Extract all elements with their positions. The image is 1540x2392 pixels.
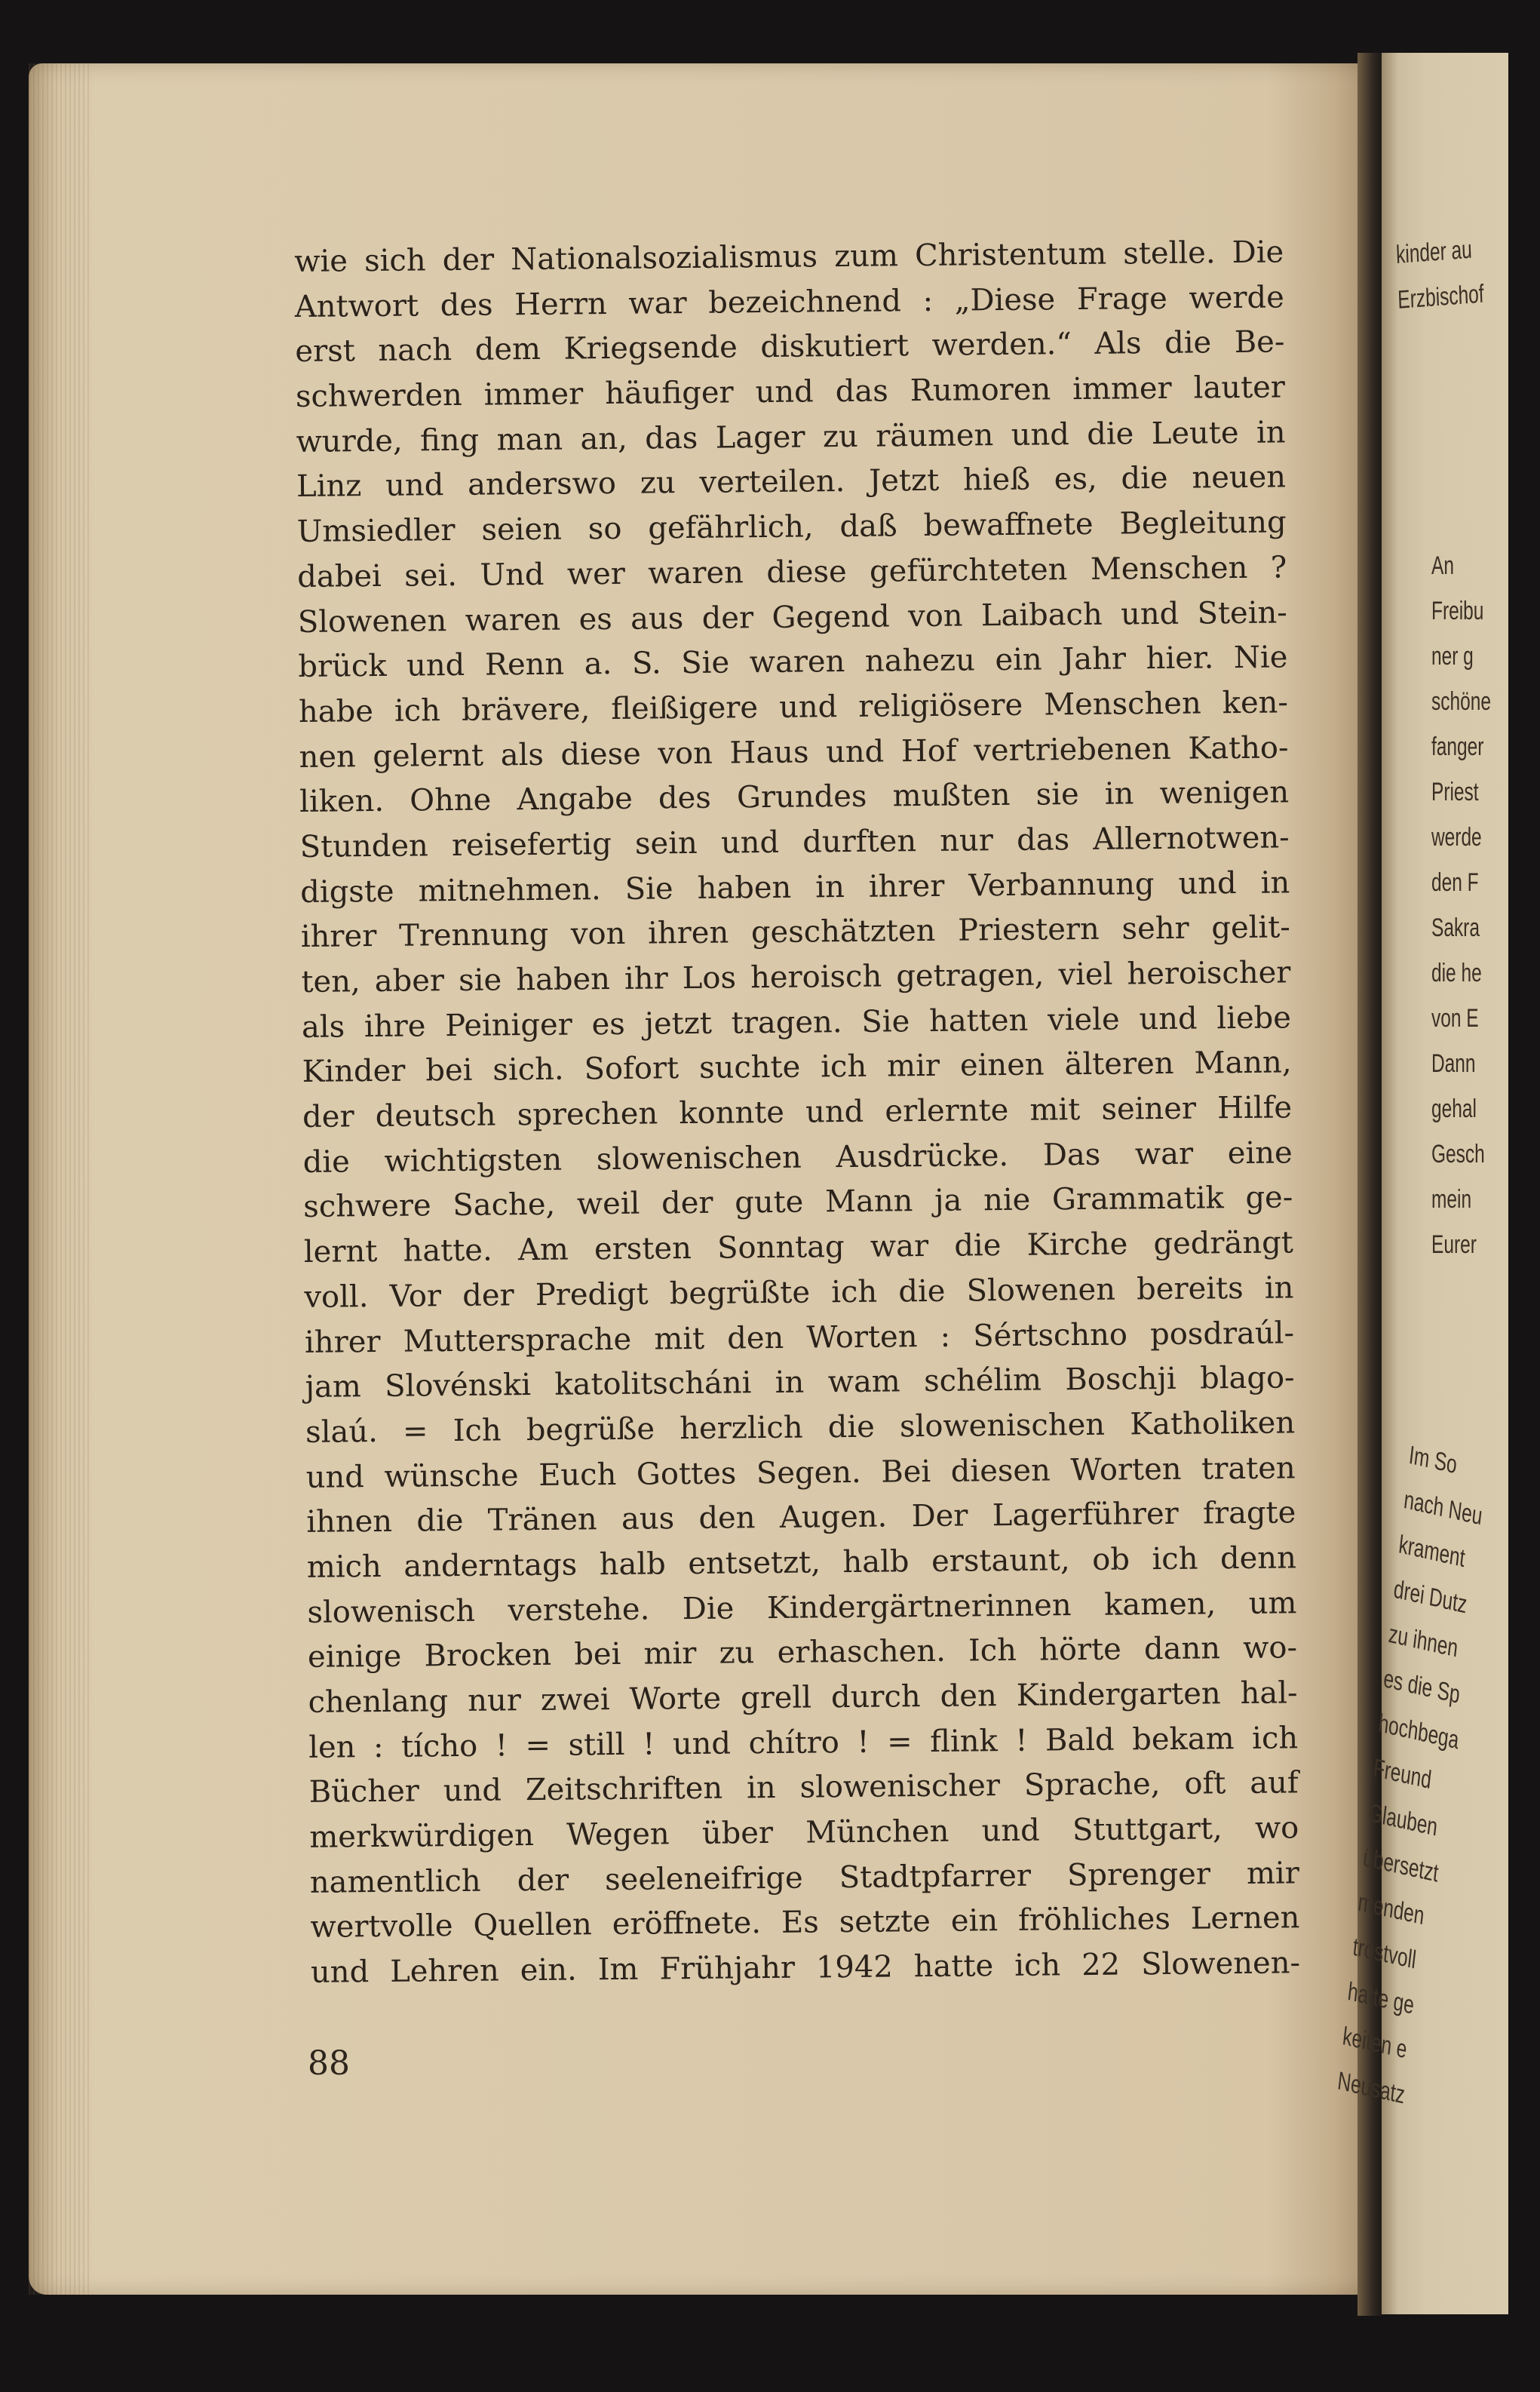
page-number: 88 (308, 2044, 350, 2083)
facing-line: Freibu (1431, 597, 1484, 625)
right-page (1336, 53, 1508, 2314)
facing-line: Dann (1431, 1049, 1476, 1078)
text-line: digste mitnehmen. Sie haben in ihrer Verbannung und in (300, 864, 1290, 910)
facing-line: Glauben (1367, 1798, 1439, 1842)
facing-line: die he (1431, 959, 1482, 987)
facing-line: Freund (1372, 1753, 1433, 1795)
text-line: Bücher und Zeitschriften in slowenischer Sprache, oft auf (308, 1765, 1299, 1810)
page-edge (29, 63, 89, 2295)
facing-page-top-text (1395, 225, 1507, 323)
facing-line: Sakra (1431, 914, 1480, 942)
text-line: Kinder bei sich. Sofort suchte ich mir einen älteren Mann, (302, 1045, 1292, 1090)
facing-line: hatte ge (1346, 1976, 1416, 2020)
text-line: ihrer Trennung von ihren geschätzten Priestern sehr gelit- (300, 910, 1291, 955)
facing-line: trostvoll (1351, 1932, 1418, 1975)
text-line: Stunden reisefertig sein und durften nur das Allernotwen- (299, 820, 1290, 864)
text-line: Linz und anderswo zu verteilen. Jetzt hieß es, die neuen (296, 459, 1287, 505)
text-line: wie sich der Nationalsozialismus zum Christentum stelle. Die (294, 235, 1284, 279)
facing-line: nach Neu (1402, 1485, 1484, 1531)
text-line: slaú. = Ich begrüße herzlich die slowenischen Katholiken (305, 1405, 1296, 1450)
text-line: ihrer Muttersprache mit den Worten : Sértschno posdraúl- (304, 1315, 1295, 1360)
text-line: brück und Renn a. S. Sie waren nahezu ein Jahr hier. Nie (298, 640, 1288, 685)
facing-line: werde (1431, 823, 1482, 852)
facing-line: den F (1431, 868, 1479, 897)
text-line: voll. Vor der Predigt begrüßte ich die Slowenen bereits in (304, 1270, 1294, 1315)
facing-line: mein (1431, 1185, 1472, 1214)
text-line: erst nach dem Kriegsende diskutiert werden.“ Als die Be- (295, 324, 1285, 370)
text-line: Antwort des Herrn war bezeichnend : „Diese Frage werde (294, 280, 1285, 324)
text-line: die wichtigsten slowenischen Ausdrücke. Das war eine (302, 1135, 1293, 1180)
text-line: merkwürdigen Wegen über München und Stuttgart, wo (309, 1810, 1299, 1855)
facing-line: krament (1397, 1530, 1467, 1574)
facing-line: kinder au (1395, 235, 1473, 269)
text-line: einige Brocken bei mir zu erhaschen. Ich hörte dann wo- (307, 1630, 1298, 1675)
text-line: slowenisch verstehe. Die Kindergärtnerinnen kamen, um (307, 1585, 1297, 1630)
text-line: wurde, fing man an, das Lager zu räumen und die Leute in (296, 415, 1286, 459)
facing-page-middle-text (1431, 543, 1540, 1267)
text-line: der deutsch sprechen konnte und erlernte mit seiner Hilfe (302, 1090, 1293, 1135)
facing-line: drei Dutz (1392, 1574, 1469, 1620)
facing-line: Neusatz (1336, 2066, 1407, 2110)
text-line: Umsiedler seien so gefährlich, daß bewaffnete Begleitung (296, 505, 1287, 550)
text-line: Slowenen waren es aus der Gegend von Laibach und Stein- (297, 594, 1288, 640)
facing-line: schöne (1431, 687, 1491, 716)
text-line: lernt hatte. Am ersten Sonntag war die Kirche gedrängt (303, 1225, 1294, 1270)
facing-line: zu ihnen (1387, 1619, 1460, 1663)
facing-line: An (1431, 551, 1454, 580)
text-line: ihnen die Tränen aus den Augen. Der Lagerführer fragte (306, 1495, 1296, 1540)
text-line: jam Slovénski katolitscháni in wam schélim Boschji blago- (305, 1360, 1295, 1405)
facing-line: fanger (1431, 732, 1484, 761)
facing-line: Erzbischof (1397, 279, 1485, 315)
text-line: als ihre Peiniger es jetzt tragen. Sie hatten viele und liebe (301, 1000, 1292, 1045)
text-line: schwerden immer häufiger und das Rumoren immer lauter (295, 370, 1286, 415)
text-line: namentlich der seeleneifrige Stadtpfarrer Sprenger mir (309, 1856, 1300, 1900)
facing-line: Gesch (1431, 1140, 1485, 1168)
facing-line: Priest (1431, 778, 1479, 806)
text-line: dabei sei. Und wer waren diese gefürchteten Menschen ? (297, 550, 1287, 594)
text-line: chenlang nur zwei Worte grell durch den Kindergarten hal- (308, 1675, 1298, 1720)
text-line: nen gelernt als diese von Haus und Hof vertriebenen Katho- (299, 729, 1289, 775)
text-line: len : tícho ! = still ! und chítro ! = flink ! Bald bekam ich (308, 1721, 1299, 1765)
text-line: habe ich brävere, fleißigere und religiösere Menschen ken- (298, 685, 1289, 729)
text-line: liken. Ohne Angabe des Grundes mußten sie in wenigen (299, 775, 1290, 820)
text-line: mich anderntags halb entsetzt, halb erstaunt, ob ich denn (306, 1540, 1297, 1585)
facing-line: Im So (1407, 1440, 1459, 1480)
facing-line: von E (1431, 1004, 1479, 1033)
text-line: ten, aber sie haben ihr Los heroisch getragen, viel heroischer (301, 955, 1291, 999)
facing-line: menden (1356, 1887, 1426, 1931)
facing-line: hochbega (1376, 1709, 1461, 1755)
facing-line: gehal (1431, 1095, 1477, 1123)
facing-line: Eurer (1431, 1230, 1477, 1259)
facing-line: ner g (1431, 642, 1474, 671)
text-line: wertvolle Quellen eröffnete. Es setzte ein fröhliches Lernen (310, 1900, 1300, 1945)
text-line: und Lehren ein. Im Frühjahr 1942 hatte ich 22 Slowenen- (310, 1945, 1301, 1991)
facing-line: keiten e (1341, 2022, 1409, 2065)
facing-line: übersetzt (1361, 1843, 1440, 1888)
text-line: und wünsche Euch Gottes Segen. Bei diesen Worten traten (305, 1450, 1296, 1495)
facing-line: es die Sp (1382, 1664, 1462, 1709)
body-text (294, 230, 1300, 1995)
text-line: schwere Sache, weil der gute Mann ja nie Grammatik ge- (303, 1180, 1293, 1225)
